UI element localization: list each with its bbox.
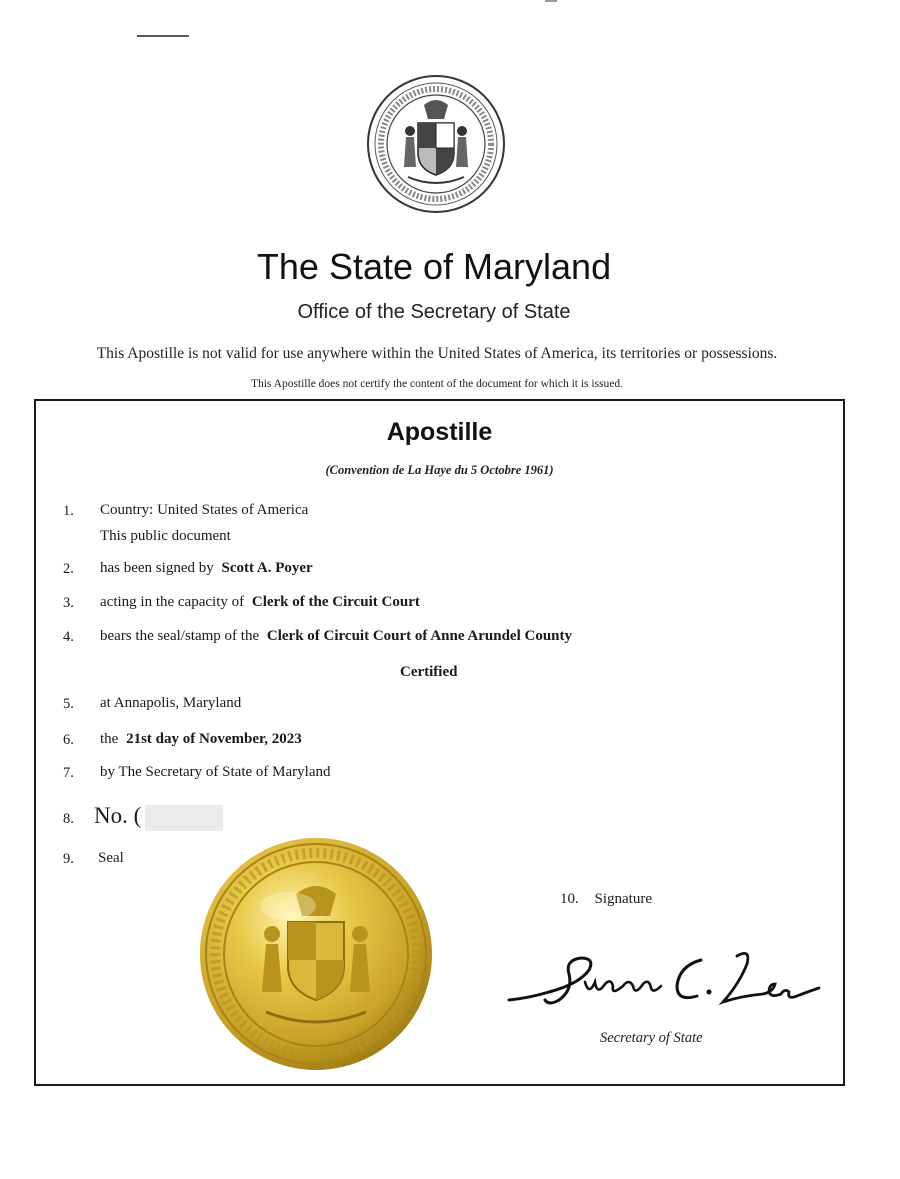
item-place: at Annapolis, Maryland [100,695,242,711]
apostille-title: Apostille [386,418,493,446]
item-label: Signature [594,891,652,907]
state-title: The State of Maryland [256,246,612,287]
item-label: has been signed by [100,560,214,576]
item-issuer: by The Secretary of State of Maryland [100,764,331,780]
item-label: the [100,731,119,747]
item-number: 8. [63,811,74,827]
item-public-document: This public document [100,528,231,544]
signer-name: Scott A. Poyer [221,560,313,576]
redacted-number [145,805,223,831]
signer-capacity: Clerk of the Circuit Court [251,594,420,610]
item-label: bears the seal/stamp of the [100,628,260,644]
item-number: 10. [560,891,579,907]
scan-artifact-line [137,35,189,37]
certified-heading: Certified [400,664,458,680]
item-capacity [100,594,420,611]
item-number: 4. [63,629,74,645]
item-date [100,731,302,748]
item-country: Country: United States of America [100,502,309,518]
seal-authority: Clerk of Circuit Court of Anne Arundel County [266,628,573,644]
item-number: 9. [63,851,74,867]
item-seal-label: Seal [98,850,124,866]
item-number: 5. [63,696,74,712]
item-signature-label [560,891,652,908]
item-number: 1. [63,503,74,519]
issue-date: 21st day of November, 2023 [126,731,302,747]
secretary-signature [505,942,825,1012]
item-number: 7. [63,765,74,781]
item-number: 3. [63,595,74,611]
convention-reference: (Convention de La Haye du 5 Octobre 1961) [325,463,554,477]
scan-artifact-line [545,0,557,2]
item-number: 2. [63,561,74,577]
maryland-great-seal-icon [366,73,506,215]
item-label: acting in the capacity of [100,594,245,610]
apostille-number: No. ( [94,803,142,828]
item-number: 6. [63,732,74,748]
office-subtitle: Office of the Secretary of State [297,301,571,323]
validity-notice: This Apostille is not valid for use anywhere within the United States of America, its territories or possessions. [96,345,778,362]
gold-embossed-seal-icon [196,836,436,1072]
item-signed-by [100,560,313,577]
signature-caption: Secretary of State [600,1030,703,1046]
item-seal-stamp [100,628,572,645]
content-notice: This Apostille does not certify the content of the document for which it is issued. [250,378,624,390]
